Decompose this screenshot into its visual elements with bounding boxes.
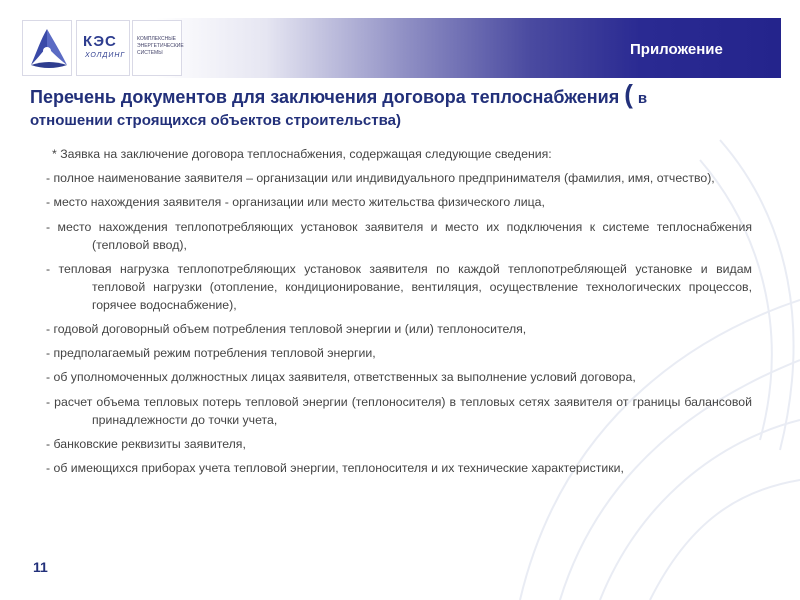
title-paren: (	[624, 79, 633, 109]
kes-logo-emblem	[22, 20, 72, 76]
list-item: - тепловая нагрузка теплопотребляющих установок заявителя по каждой теплопотребляющей установке и видам тепловой нагрузки (отопление, кондиционирование, вентиляция, осуществление технологических процессов, горячее водоснабжение),	[46, 261, 752, 312]
list-intro: * Заявка на заключение договора теплоснабжения, содержащая следующие сведения:	[52, 147, 552, 161]
kes-holding-logo	[76, 20, 130, 76]
list-item: - банковские реквизиты заявителя,	[46, 436, 246, 451]
logo-secondary-text: КОМПЛЕКСНЫЕ ЭНЕРГЕТИЧЕСКИЕ СИСТЕМЫ	[137, 36, 184, 56]
swirl-logo-icon	[23, 21, 71, 75]
list-item: - место нахождения теплопотребляющих установок заявителя и место их подключения к системе теплоснабжения (тепловой ввод),	[46, 219, 752, 252]
list-item: - полное наименование заявителя – организации или индивидуального предпринимателя (фамилия, имя, отчество),	[46, 171, 715, 186]
logo-primary-text: КЭС	[83, 33, 117, 50]
list-item: - расчет объема тепловых потерь тепловой энергии (теплоносителя) в тепловых сетях заявителя от границы балансовой принадлежности до точки учета,	[46, 394, 752, 427]
title-main: Перечень документов для заключения договора теплоснабжения	[30, 87, 620, 107]
section-title: Приложение	[630, 41, 723, 58]
page-title	[30, 79, 650, 131]
page-number: 11	[33, 559, 48, 575]
kes-systems-logo	[132, 20, 182, 76]
logo-primary-subtext: ХОЛДИНГ	[85, 52, 126, 59]
list-item: - годовой договорный объем потребления тепловой энергии и (или) теплоносителя,	[46, 321, 527, 336]
list-item: - предполагаемый режим потребления тепловой энергии,	[46, 346, 376, 361]
title-sub: в отношении строящихся объектов строительства)	[30, 90, 648, 129]
list-item: - об имеющихся приборах учета тепловой энергии, теплоносителя и их технические характеристики,	[46, 460, 624, 475]
list-item: - об уполномоченных должностных лицах заявителя, ответственных за выполнение условий договора,	[46, 370, 636, 385]
document-list	[46, 145, 752, 483]
list-item: - место нахождения заявителя - организации или место жительства физического лица,	[46, 195, 545, 210]
